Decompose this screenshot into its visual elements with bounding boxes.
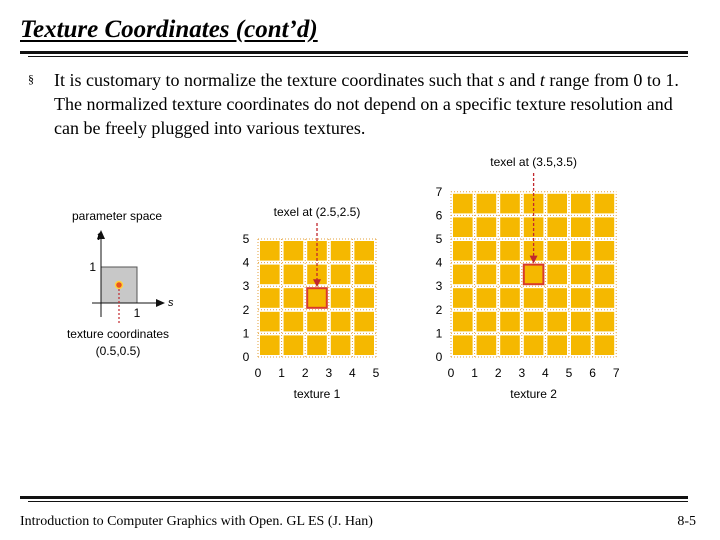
texel [595,335,615,355]
footer-left-text: Introduction to Computer Graphics with Open. GL ES (J. Han) [20,514,373,529]
texel [477,241,497,261]
parameter-space-diagram [67,209,174,358]
x-tick-label: 2 [494,366,502,380]
y-tick-label: 6 [435,208,443,223]
texel [354,335,374,355]
texel [571,217,591,237]
x-tick-label: 0 [447,366,455,380]
x-tick-label: 5 [372,366,380,380]
texture-2-diagram [436,155,620,401]
highlighted-texel [524,265,544,285]
bullet-marker: § [28,72,34,86]
bullet-text-part: range from 0 to 1. The normalized texture coordinates do not depend on a specific texture resolution and can be freely plugged into various textures. [54,70,679,138]
texel [260,241,280,261]
texel [284,241,304,261]
y-tick-label: 4 [242,255,250,270]
texel [453,312,473,332]
texture-coordinates-caption: texture coordinates [66,327,170,341]
bullet-text-part: and [504,70,540,90]
y-tick-label: 3 [435,279,443,294]
texel [571,288,591,308]
texel [500,335,520,355]
y-tick-label: 2 [242,302,250,317]
texel [500,312,520,332]
texel [477,265,497,285]
texture-1-diagram [243,205,380,401]
texel [331,241,351,261]
texel [595,194,615,214]
y-tick-label: 5 [435,232,443,246]
texel [453,265,473,285]
y-tick-label: 4 [435,255,443,270]
y-tick-label: 2 [435,302,443,317]
texel [354,241,374,261]
texel [500,241,520,261]
texel [331,265,351,285]
texel [260,265,280,285]
texel [547,312,567,332]
x-tick-label: 3 [518,366,526,380]
x-tick-label: 7 [612,366,620,380]
texel [284,265,304,285]
y-tick-label: 0 [435,350,443,364]
s-tick-label: 1 [133,306,141,320]
texel [500,217,520,237]
texel [524,288,544,308]
texel [595,312,615,332]
y-tick-label: 0 [242,350,250,364]
texel [547,194,567,214]
y-tick-label: 3 [242,279,250,294]
x-tick-label: 2 [301,366,309,380]
texel-callout-label: texel at (3.5,3.5) [490,155,577,169]
texel [595,241,615,261]
texel [500,265,520,285]
y-tick-label: 1 [435,326,443,341]
texel [571,312,591,332]
footer-rule-thin [28,501,688,502]
texel [307,335,327,355]
x-tick-label: 6 [589,366,596,380]
texel [477,312,497,332]
parameter-space-title: parameter space [72,209,163,223]
x-tick-label: 1 [471,366,478,380]
slide-title: Texture Coordinates (cont’d) [20,16,318,43]
texel [477,194,497,214]
texel [547,217,567,237]
texel [453,335,473,355]
texel [595,265,615,285]
texel [260,312,280,332]
texel [571,335,591,355]
texel [284,288,304,308]
s-axis-arrow-icon [156,299,165,307]
texel [331,335,351,355]
texel [477,335,497,355]
texel [477,288,497,308]
texel [595,288,615,308]
bullet-var-s: s [497,70,505,90]
texel [354,288,374,308]
texel [354,265,374,285]
texel [524,335,544,355]
footer-rule-thick [20,496,688,499]
texel [547,335,567,355]
texel [453,241,473,261]
texel [307,312,327,332]
texel [260,288,280,308]
s-axis-label: s [168,297,174,309]
texel [354,312,374,332]
texel [571,241,591,261]
sample-point [116,282,123,289]
texel [477,217,497,237]
t-axis-label: t [96,231,100,243]
texel [284,312,304,332]
texel [331,288,351,308]
texel [547,241,567,261]
texel [500,194,520,214]
texel [331,312,351,332]
texel-callout-label: texel at (2.5,2.5) [273,205,361,219]
y-tick-label: 1 [242,326,250,341]
bullet-var-t: t [539,70,545,90]
texel [595,217,615,237]
footer-page-number: 8-5 [677,514,696,529]
highlighted-texel [307,288,327,308]
bullet-text-part: It is customary to normalize the texture coordinates such that [54,70,498,90]
texel [453,217,473,237]
texel [500,288,520,308]
texel [453,288,473,308]
texture-caption: texture 1 [293,387,341,401]
x-tick-label: 0 [254,366,262,380]
x-tick-label: 3 [325,366,333,380]
texel [571,265,591,285]
texel [571,194,591,214]
x-tick-label: 4 [349,366,356,380]
y-tick-label: 7 [435,184,443,199]
texel [260,335,280,355]
texel [547,265,567,285]
texel [524,312,544,332]
t-tick-label: 1 [89,260,96,274]
texel [547,288,567,308]
texel [284,335,304,355]
x-tick-label: 4 [542,366,549,380]
texel [453,194,473,214]
texture-coordinates-value: (0.5,0.5) [95,344,141,358]
x-tick-label: 1 [278,366,285,380]
x-tick-label: 5 [565,366,573,380]
y-tick-label: 5 [242,232,250,246]
texture-caption: texture 2 [510,387,557,401]
